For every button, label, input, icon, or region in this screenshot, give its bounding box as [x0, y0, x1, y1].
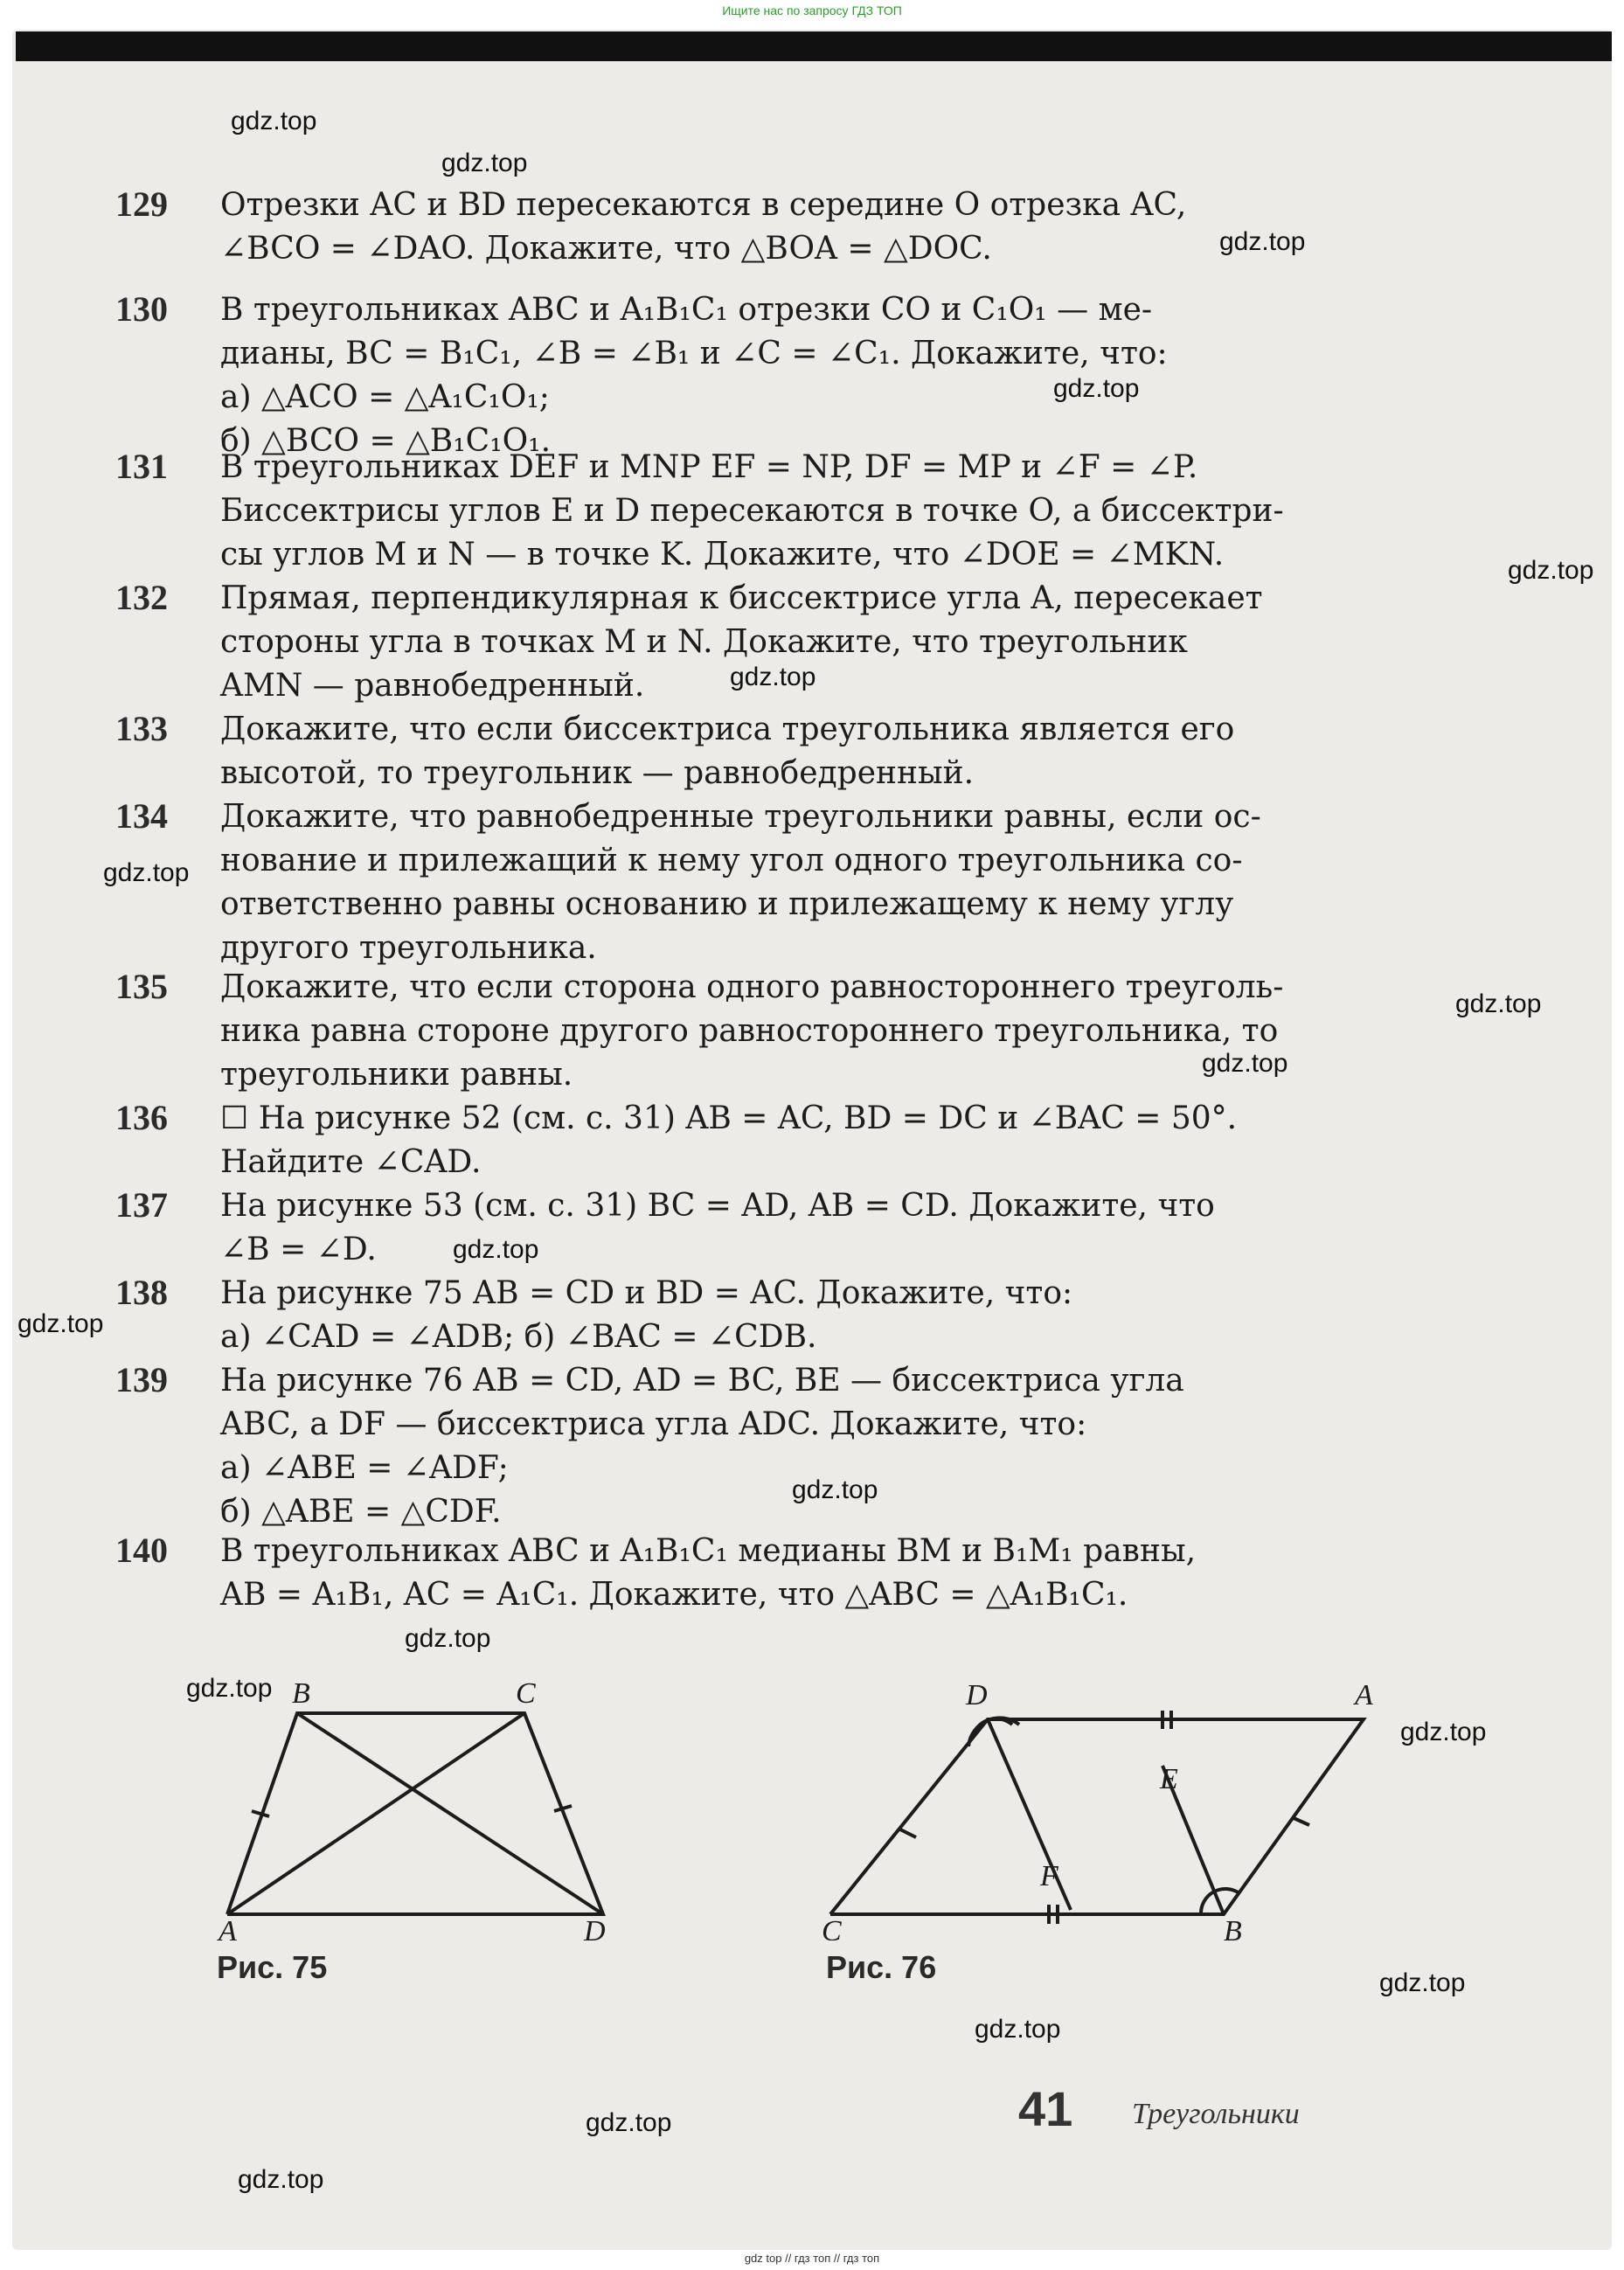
- problem-line: Докажите, что если сторона одного равностороннего треуголь-: [220, 969, 1284, 1005]
- problem-line: Отрезки AC и BD пересекаются в середине O отрезка AC,: [220, 187, 1187, 223]
- watermark: gdz.top: [186, 1674, 273, 1703]
- fig75-label-c: C: [516, 1678, 536, 1710]
- watermark: gdz.top: [17, 1309, 104, 1338]
- problem-line: нование и прилежащий к нему угол одного треугольника со-: [220, 843, 1243, 878]
- fig76-label-f: F: [1040, 1860, 1058, 1892]
- problem-line: ABC, а DF — биссектриса угла ADC. Докажите, что:: [220, 1406, 1087, 1442]
- problem-line: высотой, то треугольник — равнобедренный.: [220, 755, 975, 791]
- watermark: gdz.top: [975, 2015, 1061, 2044]
- watermark: gdz.top: [441, 149, 528, 177]
- problem-line: сы углов M и N — в точке K. Докажите, что ∠DOE = ∠MKN.: [220, 537, 1225, 573]
- page-top-edge: [16, 31, 1612, 61]
- problem-text: [220, 577, 1566, 708]
- watermark: gdz.top: [453, 1235, 539, 1264]
- problem-number: 133: [115, 709, 168, 748]
- problem-text: [220, 184, 1566, 271]
- watermark: gdz.top: [1455, 989, 1542, 1018]
- problem-line: б) △ABE = △CDF.: [220, 1494, 502, 1530]
- problem-line: ника равна стороне другого равностороннего треугольника, то: [220, 1013, 1279, 1049]
- fig76-label-a: A: [1355, 1679, 1373, 1711]
- fig75-label-d: D: [584, 1915, 606, 1940]
- problem-number: 132: [115, 578, 168, 617]
- watermark: gdz.top: [792, 1475, 878, 1504]
- problem-line: Биссектрисы углов E и D пересекаются в точке O, а биссектри-: [220, 493, 1284, 529]
- fig76-parallelogram: [830, 1719, 1364, 1914]
- problem-text: [220, 1530, 1566, 1617]
- page-number: 41: [1018, 2081, 1073, 2136]
- watermark: gdz.top: [1508, 556, 1594, 585]
- problem-number: 129: [115, 184, 168, 224]
- fig76-label-c: C: [822, 1915, 842, 1940]
- problem-line: ответственно равны основанию и прилежащему к нему углу: [220, 886, 1234, 922]
- problem-line: Докажите, что равнобедренные треугольники равны, если ос-: [220, 799, 1261, 835]
- fig76-label-e: E: [1160, 1763, 1178, 1795]
- problem-line: В треугольниках ABC и A₁B₁C₁ медианы BM и B₁M₁ равны,: [220, 1533, 1197, 1569]
- figure-76-caption: Рис. 76: [826, 1949, 937, 1985]
- figure-75-caption: Рис. 75: [217, 1949, 328, 1985]
- problem-text: [220, 1272, 1566, 1359]
- problem-number: 136: [115, 1098, 168, 1137]
- problem-line: а) ∠ABE = ∠ADF;: [220, 1450, 509, 1486]
- problem-number: 137: [115, 1185, 168, 1225]
- watermark: gdz.top: [586, 2108, 672, 2137]
- fig76-tick-ab: [1294, 1818, 1309, 1825]
- problem-number: 140: [115, 1531, 168, 1570]
- problem-text: [220, 446, 1566, 577]
- problem-text: [220, 966, 1566, 1097]
- fig75-diagonal-ac: [227, 1713, 524, 1914]
- problem-line: На рисунке 75 AB = CD и BD = AC. Докажите, что:: [220, 1275, 1073, 1311]
- problem-line: На рисунке 76 AB = CD, AD = BC, BE — биссектриса угла: [220, 1363, 1184, 1399]
- problem-line: AMN — равнобедренный.: [220, 668, 645, 704]
- fig75-label-a: A: [219, 1915, 237, 1940]
- watermark: gdz.top: [1053, 374, 1140, 403]
- problem-line: стороны угла в точках M и N. Докажите, что треугольник: [220, 624, 1188, 660]
- problem-line: а) ∠CAD = ∠ADB; б) ∠BAC = ∠CDB.: [220, 1319, 817, 1355]
- problem-line: На рисунке 53 (см. с. 31) BC = AD, AB = CD. Докажите, что: [220, 1188, 1215, 1224]
- figure-75: [201, 1678, 656, 1940]
- problem-text: [220, 1184, 1566, 1272]
- watermark: gdz.top: [1219, 227, 1306, 256]
- problem-line: б) △BCO = △B₁C₁O₁.: [220, 423, 552, 459]
- bottom-note: gdz top // гдз топ // гдз топ: [744, 2252, 880, 2265]
- problem-line: В треугольниках ABC и A₁B₁C₁ отрезки CO и C₁O₁ — ме-: [220, 292, 1153, 328]
- watermark: gdz.top: [231, 107, 317, 135]
- watermark: gdz.top: [405, 1624, 491, 1653]
- problem-line: AB = A₁B₁, AC = A₁C₁. Докажите, что △ABC = △A₁B₁C₁.: [220, 1577, 1128, 1613]
- problem-line: ∠B = ∠D.: [220, 1232, 377, 1267]
- problem-line: В треугольниках DEF и MNP EF = NP, DF = MP и ∠F = ∠P.: [220, 449, 1198, 485]
- watermark: gdz.top: [103, 858, 190, 887]
- problem-number: 130: [115, 289, 168, 329]
- problem-line: а) △ACO = △A₁C₁O₁;: [220, 379, 550, 415]
- watermark: gdz.top: [1400, 1718, 1487, 1746]
- problem-line: треугольники равны.: [220, 1057, 573, 1093]
- problem-text: [220, 288, 1566, 463]
- fig76-tick-dc: [899, 1829, 916, 1837]
- chapter-title: Треугольники: [1132, 2098, 1300, 2130]
- problem-line: ∠BCO = ∠DAO. Докажите, что △BOA = △DOC.: [220, 231, 992, 267]
- problem-text: [220, 1097, 1566, 1184]
- problem-number: 139: [115, 1360, 168, 1399]
- fig75-quadrilateral: [227, 1713, 603, 1914]
- problem-number: 138: [115, 1273, 168, 1312]
- problem-line: Докажите, что если биссектриса треугольника является его: [220, 712, 1235, 747]
- problem-line: дианы, BC = B₁C₁, ∠B = ∠B₁ и ∠C = ∠C₁. Докажите, что:: [220, 336, 1168, 371]
- problem-number: 135: [115, 967, 168, 1006]
- problem-text: [220, 795, 1566, 970]
- fig75-label-b: B: [292, 1678, 310, 1710]
- fig76-label-b: B: [1224, 1915, 1242, 1940]
- watermark: gdz.top: [1202, 1049, 1288, 1078]
- problem-line: другого треугольника.: [220, 930, 597, 966]
- problem-number: 131: [115, 447, 168, 486]
- problem-text: [220, 708, 1566, 795]
- problem-line: Найдите ∠CAD.: [220, 1144, 482, 1180]
- problem-text: [220, 1359, 1566, 1534]
- fig75-diagonal-bd: [297, 1713, 603, 1914]
- problem-line: ☐ На рисунке 52 (см. с. 31) AB = AC, BD = DC и ∠BAC = 50°.: [220, 1100, 1238, 1136]
- fig76-label-d: D: [966, 1679, 988, 1711]
- top-note: Ищите нас по запросу ГДЗ ТОП: [722, 3, 902, 17]
- problem-number: 134: [115, 796, 168, 836]
- problem-line: Прямая, перпендикулярная к биссектрисе угла A, пересекает: [220, 580, 1263, 616]
- watermark: gdz.top: [238, 2165, 324, 2194]
- watermark: gdz.top: [730, 663, 816, 691]
- watermark: gdz.top: [1379, 1968, 1466, 1997]
- figure-76: [787, 1678, 1451, 1940]
